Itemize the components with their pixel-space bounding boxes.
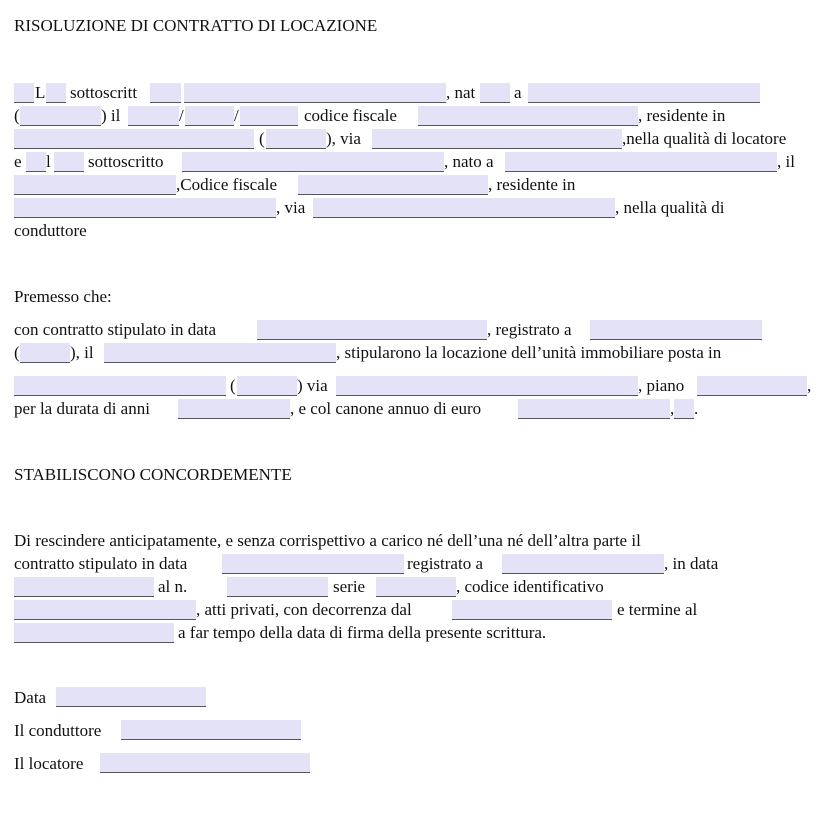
text-l: L xyxy=(35,83,46,102)
label-data: Data xyxy=(14,688,47,707)
text-paren-open: ( xyxy=(14,343,20,362)
conduttore-signature-field[interactable] xyxy=(121,720,301,740)
text-codice-fiscale: ,Codice fiscale xyxy=(176,175,278,194)
section-heading-stabiliscono: STABILISCONO CONCORDEMENTE xyxy=(14,465,292,484)
text-qualita-di: , nella qualità di xyxy=(615,198,725,217)
conduttore-residence-city-field[interactable] xyxy=(14,198,276,218)
text-paren-open: ( xyxy=(14,106,20,125)
text-l: l xyxy=(46,152,51,171)
text-stipularono: , stipularono la locazione dell’unità immobiliare posta in xyxy=(336,343,722,362)
text-canone: , e col canone annuo di euro xyxy=(290,399,482,418)
locatore-birth-day-field[interactable] xyxy=(128,106,179,126)
label-locatore: Il locatore xyxy=(14,754,84,773)
article-prefix-field-2[interactable] xyxy=(26,152,46,172)
locatore-residence-city-field[interactable] xyxy=(14,129,254,149)
original-registration-office-field[interactable] xyxy=(502,554,664,574)
gender-suffix-field-3[interactable] xyxy=(54,152,84,172)
lease-duration-field[interactable] xyxy=(178,399,290,419)
original-registration-date-field[interactable] xyxy=(14,577,154,597)
text-a: a xyxy=(514,83,522,102)
page-title: RISOLUZIONE DI CONTRATTO DI LOCAZIONE xyxy=(14,16,378,35)
text-paren-open: ( xyxy=(230,376,236,395)
text-residente-in: , residente in xyxy=(638,106,726,125)
section-heading-premesso: Premesso che: xyxy=(14,287,112,306)
registration-date-field[interactable] xyxy=(104,343,336,363)
start-date-field[interactable] xyxy=(452,600,612,620)
conduttore-name-field[interactable] xyxy=(182,152,444,172)
label-conduttore: Il conduttore xyxy=(14,721,102,740)
text-il: ) il xyxy=(101,106,121,125)
annual-rent-field[interactable] xyxy=(518,399,670,419)
identification-code-field[interactable] xyxy=(14,600,196,620)
conduttore-birthplace-field[interactable] xyxy=(505,152,777,172)
registration-office-field[interactable] xyxy=(590,320,762,340)
locatore-signature-field[interactable] xyxy=(100,753,310,773)
text-via: ), via xyxy=(326,129,361,148)
text-il: , il xyxy=(777,152,795,171)
text-atti-privati: , atti privati, con decorrenza dal xyxy=(196,600,412,619)
text-nato-a: , nato a xyxy=(444,152,494,171)
nat-suffix-field[interactable] xyxy=(480,83,510,103)
text-termine-al: e termine al xyxy=(617,600,698,619)
text-contratto-stipulato: con contratto stipulato in data xyxy=(14,320,217,339)
conduttore-codice-fiscale-field[interactable] xyxy=(298,175,488,195)
text-qualita-locatore: ,nella qualità di locatore xyxy=(622,129,787,148)
text-durata: per la durata di anni xyxy=(14,399,150,418)
text-nat: , nat xyxy=(446,83,476,102)
original-contract-date-field[interactable] xyxy=(222,554,404,574)
text-contratto-stipulato: contratto stipulato in data xyxy=(14,554,188,573)
text-e: e xyxy=(14,152,22,171)
text-registrato-a: , registrato a xyxy=(487,320,572,339)
locatore-birth-month-field[interactable] xyxy=(185,106,234,126)
text-al-n: al n. xyxy=(158,577,188,596)
text-paren-open: ( xyxy=(259,129,265,148)
text-sottoscritt: sottoscritt xyxy=(70,83,138,102)
locatore-codice-fiscale-field[interactable] xyxy=(418,106,638,126)
property-city-field[interactable] xyxy=(14,376,226,396)
text-comma: , xyxy=(807,376,812,395)
locatore-birth-province-field[interactable] xyxy=(20,106,101,126)
registration-province-field[interactable] xyxy=(20,343,70,363)
text-slash: / xyxy=(234,106,239,125)
text-codice-fiscale: codice fiscale xyxy=(304,106,397,125)
text-in-data: , in data xyxy=(664,554,719,573)
text-serie: serie xyxy=(333,577,366,596)
text-via: , via xyxy=(276,198,306,217)
text-conduttore: conduttore xyxy=(14,221,87,240)
text-residente-in: , residente in xyxy=(488,175,576,194)
contract-date-field[interactable] xyxy=(257,320,487,340)
conduttore-birth-date-field[interactable] xyxy=(14,175,176,195)
locatore-birth-year-field[interactable] xyxy=(240,106,298,126)
gender-suffix-field[interactable] xyxy=(46,83,66,103)
article-prefix-field[interactable] xyxy=(14,83,34,103)
text-piano: , piano xyxy=(638,376,685,395)
text-via: ) via xyxy=(297,376,328,395)
registration-series-field[interactable] xyxy=(376,577,456,597)
property-floor-field[interactable] xyxy=(697,376,807,396)
locatore-address-field[interactable] xyxy=(372,129,622,149)
conduttore-address-field[interactable] xyxy=(313,198,615,218)
property-province-field[interactable] xyxy=(237,376,297,396)
text-codice-identificativo: , codice identificativo xyxy=(456,577,604,596)
text-far-tempo: a far tempo della data di firma della presente scrittura. xyxy=(178,623,547,642)
annual-rent-cents-field[interactable] xyxy=(674,399,694,419)
text-comma: , xyxy=(670,399,675,418)
text-slash: / xyxy=(179,106,184,125)
locatore-birthplace-field[interactable] xyxy=(528,83,760,103)
text-registrato-a: registrato a xyxy=(407,554,483,573)
locatore-name-field[interactable] xyxy=(184,83,446,103)
locatore-residence-province-field[interactable] xyxy=(266,129,326,149)
text-rescindere: Di rescindere anticipatamente, e senza corrispettivo a carico né dell’una né dell’altra parte il xyxy=(14,531,641,550)
text-period: . xyxy=(694,399,699,418)
text-sottoscritto: sottoscritto xyxy=(88,152,164,171)
gender-suffix-field-2[interactable] xyxy=(150,83,181,103)
end-date-field[interactable] xyxy=(14,623,174,643)
signature-date-field[interactable] xyxy=(56,687,206,707)
property-address-field[interactable] xyxy=(336,376,638,396)
registration-number-field[interactable] xyxy=(227,577,328,597)
text-il: ), il xyxy=(70,343,94,362)
